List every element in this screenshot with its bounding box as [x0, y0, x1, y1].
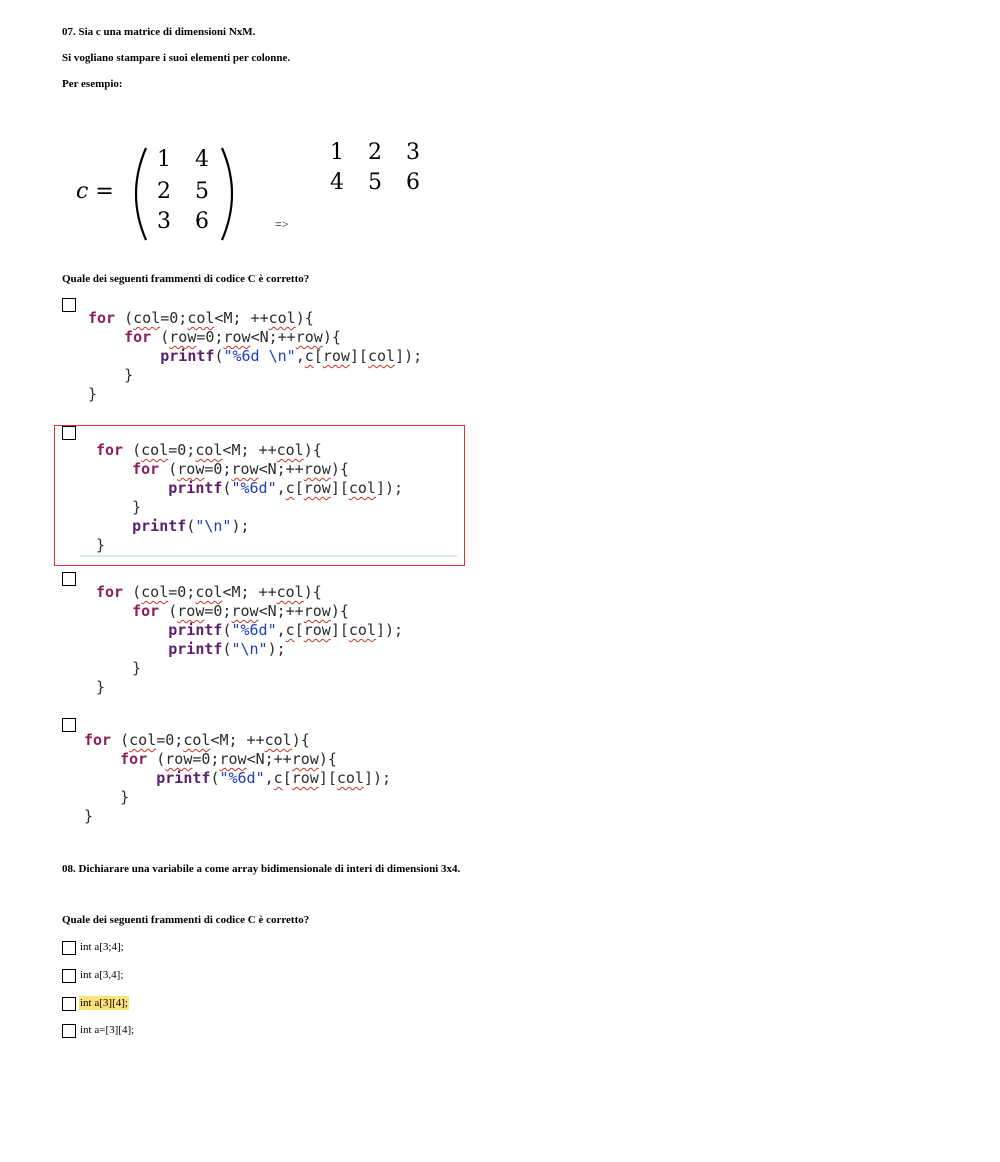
- q08-option-b-checkbox[interactable]: [62, 969, 76, 983]
- output-cell: 6: [406, 170, 420, 195]
- q07-description: Si vogliano stampare i suoi elementi per colonne.: [62, 52, 291, 64]
- code-line: }: [88, 385, 98, 403]
- code-line: for (row=0;row<N;++row){: [132, 460, 349, 478]
- q07-option-a-code: [88, 309, 422, 404]
- code-line: for (col=0;col<M; ++col){: [96, 441, 322, 459]
- code-line: printf("\n");: [168, 640, 286, 658]
- code-line: for (row=0;row<N;++row){: [124, 328, 341, 346]
- q08-option-d-checkbox[interactable]: [62, 1024, 76, 1038]
- q07-option-c-checkbox[interactable]: [62, 572, 76, 586]
- q07-option-a-checkbox[interactable]: [62, 298, 76, 312]
- q08-question: Quale dei seguenti frammenti di codice C è corretto?: [62, 914, 310, 926]
- code-line: for (col=0;col<M; ++col){: [96, 583, 322, 601]
- q07-option-b-code: [96, 441, 403, 555]
- output-cell: 4: [330, 170, 344, 195]
- matrix-parentheses: [124, 144, 244, 244]
- arrow-symbol: =>: [275, 217, 289, 231]
- q08-option-a-checkbox[interactable]: [62, 941, 76, 955]
- code-line: printf("\n");: [132, 517, 250, 535]
- q07-option-b-checkbox[interactable]: [62, 426, 76, 440]
- code-line: }: [120, 788, 130, 806]
- code-line: for (col=0;col<M; ++col){: [88, 309, 314, 327]
- code-line: for (col=0;col<M; ++col){: [84, 731, 310, 749]
- current-line-highlight: [80, 555, 457, 557]
- output-cell: 1: [330, 140, 344, 165]
- code-line: for (row=0;row<N;++row){: [132, 602, 349, 620]
- code-line: printf("%6d",c[row][col]);: [156, 769, 392, 787]
- output-cell: 2: [368, 140, 382, 165]
- output-cell: 5: [368, 170, 382, 195]
- matrix-cell: 1: [157, 147, 171, 172]
- code-line: printf("%6d",c[row][col]);: [168, 621, 404, 639]
- code-line: }: [132, 498, 142, 516]
- q07-option-c-code: [96, 583, 403, 697]
- q08-option-b-label: int a[3,4];: [80, 969, 124, 981]
- q08-option-d-label: int a=[3][4];: [80, 1024, 135, 1036]
- matrix-cell: 3: [157, 209, 171, 234]
- code-line: }: [96, 536, 106, 554]
- code-line: printf("%6d \n",c[row][col]);: [160, 347, 423, 365]
- matrix-cell: 5: [195, 179, 209, 204]
- matrix-variable: c =: [76, 179, 114, 204]
- code-line: for (row=0;row<N;++row){: [120, 750, 337, 768]
- code-line: }: [124, 366, 134, 384]
- q07-example-label: Per esempio:: [62, 78, 123, 90]
- matrix-cell: 2: [157, 179, 171, 204]
- q07-option-d-code: [84, 731, 391, 826]
- q07-title: 07. Sia c una matrice di dimensioni NxM.: [62, 26, 256, 38]
- code-line: }: [96, 678, 106, 696]
- q08-option-c-checkbox[interactable]: [62, 997, 76, 1011]
- code-line: }: [132, 659, 142, 677]
- q07-question: Quale dei seguenti frammenti di codice C è corretto?: [62, 273, 310, 285]
- matrix-cell: 4: [195, 147, 209, 172]
- q08-option-c-label: int a[3][4];: [80, 997, 128, 1009]
- code-line: printf("%6d",c[row][col]);: [168, 479, 404, 497]
- output-cell: 3: [406, 140, 420, 165]
- q08-title: 08. Dichiarare una variabile a come array bidimensionale di interi di dimensioni 3x4.: [62, 863, 461, 875]
- q07-option-d-checkbox[interactable]: [62, 718, 76, 732]
- q08-option-a-label: int a[3;4];: [80, 941, 124, 953]
- code-line: }: [84, 807, 94, 825]
- matrix-cell: 6: [195, 209, 209, 234]
